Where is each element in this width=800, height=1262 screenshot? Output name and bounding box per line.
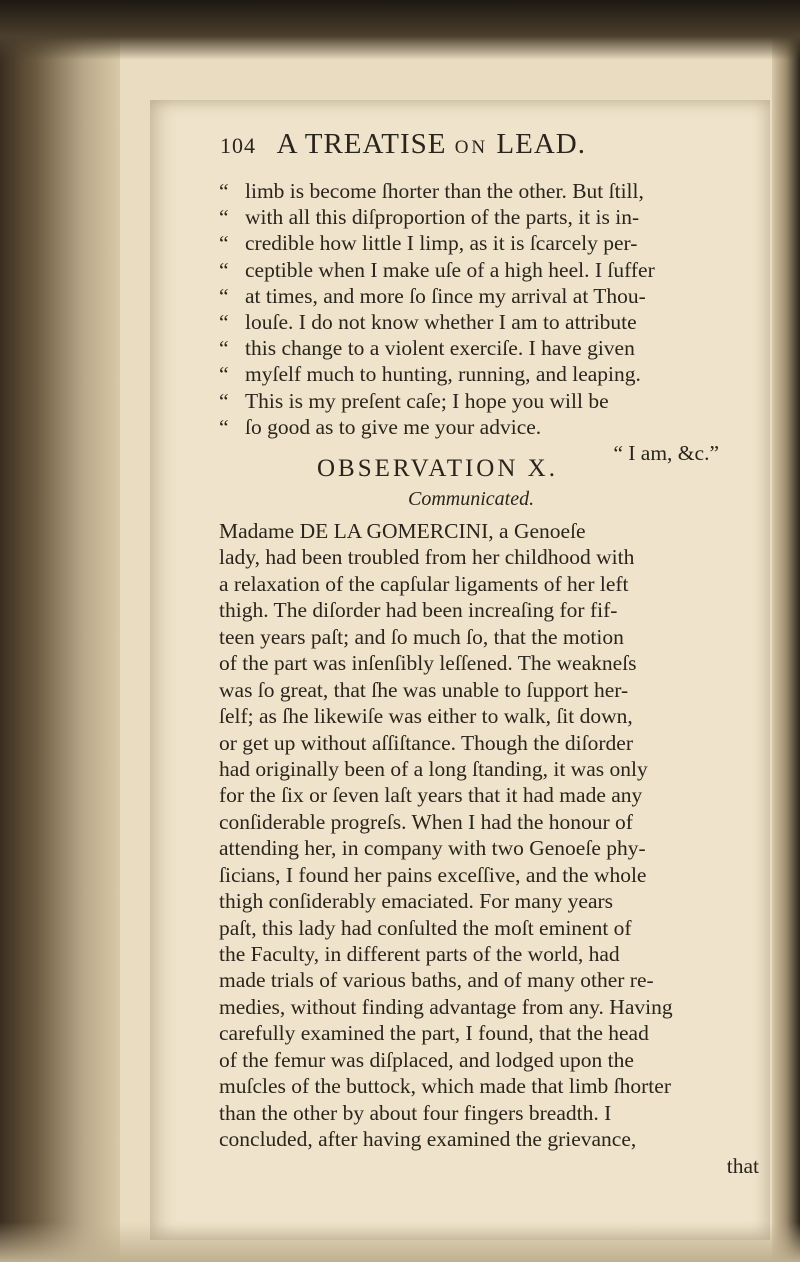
text-line: “ ceptible when I make uſe of a high heel. I ſuffer [219,257,655,282]
observation-heading: OBSERVATION X. [317,455,558,482]
text-line: a relaxation of the capſular ligaments of her left [219,571,629,596]
text-line: “ ſo good as to give me your advice. [219,414,542,439]
text-line: conſiderable progreſs. When I had the honour of [219,809,633,834]
book-spine-shadow [0,0,120,1262]
running-header [220,128,740,161]
text-line: of the femur was diſplaced, and lodged upon the [219,1047,634,1072]
text-line: “ at times, and more ſo ſince my arrival at Thou- [219,283,646,308]
letter-signoff: “ I am, &c.” [613,440,719,465]
page-number: 104 [220,133,256,158]
text-line: attending her, in company with two Genoeſe phy- [219,836,646,861]
text-line: teen years paſt; and ſo much ſo, that the motion [219,624,624,649]
book-edge-top [0,0,800,60]
text-line: made trials of various baths, and of many other re- [219,968,654,993]
book-edge-bottom [0,1222,800,1262]
book-edge-right [772,0,800,1262]
text-line: the Faculty, in different parts of the world, had [219,942,620,966]
text-line: thigh. The diſorder had been increaſing for fif- [219,598,618,623]
communicated-label: Communicated. [408,488,535,510]
letter-text [219,178,759,466]
text-line: “ myſelf much to hunting, running, and leaping. [219,362,641,387]
text-line: carefully examined the part, I found, that the head [219,1021,649,1046]
text-line: “ louſe. I do not know whether I am to attribute [219,309,637,334]
text-line: “ limb is become ſhorter than the other. But ſtill, [219,179,644,203]
text-line: was ſo great, that ſhe was unable to ſupport her- [219,677,629,702]
text-line: for the ſix or ſeven laſt years that it had made any [219,783,643,808]
text-line: paſt, this lady had conſulted the moſt eminent of [219,915,632,940]
text-line: or get up without aſſiſtance. Though the diſorder [219,730,633,755]
text-line: of the part was inſenſibly leſſened. The weakneſs [219,651,637,676]
text-line: “ This is my preſent caſe; I hope you will be [219,388,609,413]
text-line: “ credible how little I limp, as it is ſcarcely per- [219,231,638,256]
text-line: “ this change to a violent exerciſe. I have given [219,336,635,361]
header-title-a: A TREATISE [276,128,447,160]
catchword: that [726,1153,759,1178]
text-line: medies, without finding advantage from any. Having [219,994,673,1019]
header-title-on: ON [454,137,489,158]
observation-paragraph [219,518,759,1179]
text-line: had originally been of a long ſtanding, it was only [219,756,648,781]
text-line: than the other by about four fingers breadth. I [219,1100,612,1125]
header-title-lead: LEAD. [496,128,586,160]
text-line: “ with all this diſproportion of the parts, it is in- [219,205,640,230]
text-line: thigh conſiderably emaciated. For many years [219,889,614,914]
text-line: concluded, after having examined the grievance, [219,1127,637,1152]
text-line: ſicians, I found her pains exceſſive, and the whole [219,862,647,887]
text-line: ſelf; as ſhe likewiſe was either to walk, ſit down, [219,704,633,729]
text-line: Madame DE LA GOMERCINI, a Genoeſe [219,519,586,543]
text-line: lady, had been troubled from her childhood with [219,545,635,570]
text-line: muſcles of the buttock, which made that limb ſhorter [219,1074,671,1099]
